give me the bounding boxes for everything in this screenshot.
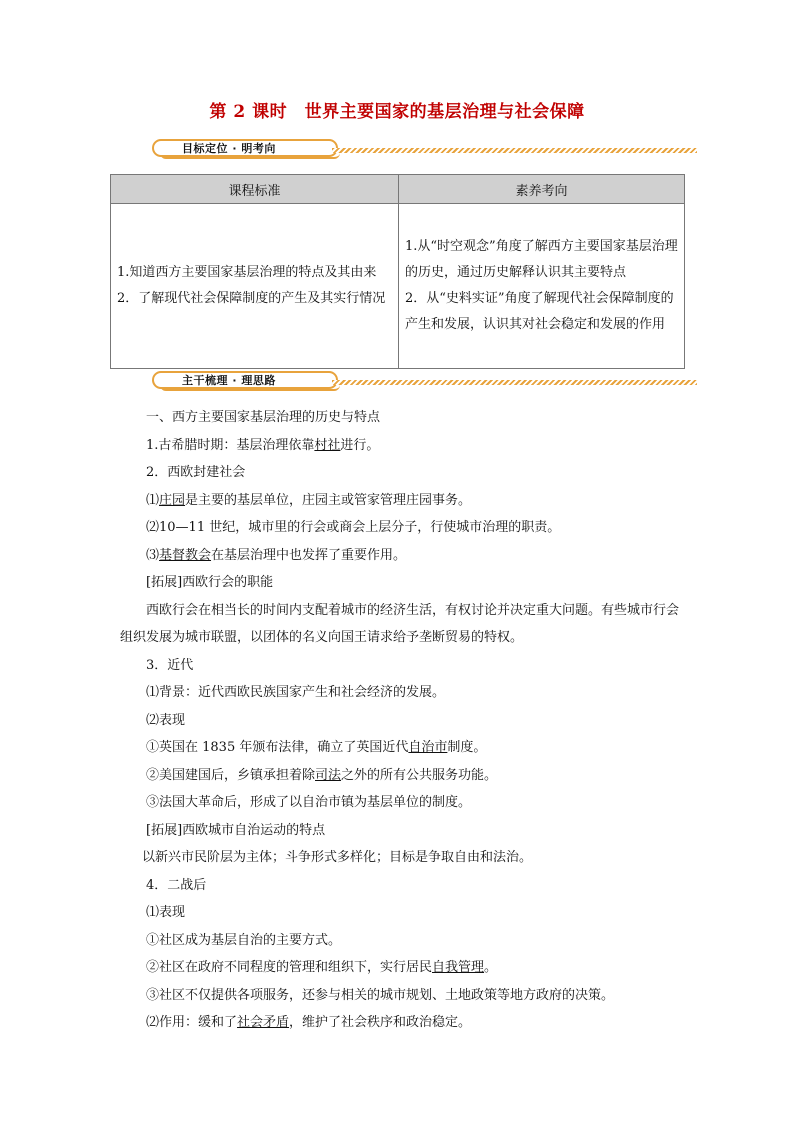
list-item: ②美国建国后，乡镇承担着除司法之外的所有公共服务功能。: [146, 767, 498, 783]
outline-content: [120, 404, 686, 1037]
list-item: ⑵10—11 世纪，城市里的行会或商会上层分子，行使城市治理的职责。: [146, 520, 561, 535]
list-item: ②社区在政府不同程度的管理和组织下，实行居民自我管理。: [146, 960, 498, 975]
page-title: 第 2 课时 世界主要国家的基层治理与社会保障: [209, 102, 585, 122]
list-item: ⑴表现: [146, 905, 186, 920]
table-cell-literacy: 1.从“时空观念”角度了解西方主要国家基层治理的历史，通过历史解释认识其主要特点 2．从“史料实证”角度了解现代社会保障制度的产生和发展，认识其对社会稳定和发展的作用: [399, 204, 685, 369]
list-item: 3．近代: [146, 657, 194, 673]
list-item: ③社区不仅提供各项服务，还参与相关的城市规划、土地政策等地方政府的决策。: [146, 987, 615, 1003]
list-item: ⑵作用：缓和了社会矛盾，维护了社会秩序和政治稳定。: [146, 1015, 472, 1030]
list-item: ⑶基督教会在基层治理中也发挥了重要作用。: [146, 547, 407, 563]
list-item: 4．二战后: [146, 877, 207, 893]
standards-table: [110, 174, 685, 369]
heading: 一、西方主要国家基层治理的历史与特点: [146, 410, 381, 425]
section-banner-goals: [152, 139, 697, 161]
banner-label: 目标定位 · 明考向: [182, 142, 276, 155]
list-item: 1.古希腊时期：基层治理依靠村社进行。: [146, 437, 380, 453]
list-item: ①英国在 1835 年颁布法律，确立了英国近代自治市制度。: [146, 740, 487, 755]
list-item: ⑵表现: [146, 712, 186, 728]
list-item: ⑴庄园是主要的基层单位，庄园主或管家管理庄园事务。: [146, 492, 472, 508]
table-header: 素养考向: [399, 175, 685, 204]
list-item: ③法国大革命后，形成了以自治市镇为基层单位的制度。: [146, 795, 472, 810]
list-item: 2．西欧封建社会: [146, 465, 246, 480]
section-banner-outline: [152, 371, 697, 393]
table-header: 课程标准: [111, 175, 399, 204]
banner-stripe: [332, 380, 697, 385]
list-item: ①社区成为基层自治的主要方式。: [146, 932, 342, 948]
table-cell-standards: 1.知道西方主要国家基层治理的特点及其由来 2．了解现代社会保障制度的产生及其实行情况: [111, 204, 399, 369]
paragraph: 西欧行会在相当长的时间内支配着城市的经济生活，有权讨论并决定重大问题。有些城市行会组织发展为城市联盟，以团体的名义向国王请求给予垄断贸易的特权。: [120, 602, 680, 645]
list-item: ⑴背景：近代西欧民族国家产生和社会经济的发展。: [146, 685, 446, 700]
extension-heading: [拓展]西欧城市自治运动的特点: [146, 822, 326, 838]
banner-label: 主干梳理 · 理思路: [182, 374, 276, 387]
paragraph: 以新兴市民阶层为主体；斗争形式多样化；目标是争取自由和法治。: [142, 850, 533, 865]
banner-stripe: [332, 148, 697, 153]
extension-heading: [拓展]西欧行会的职能: [146, 575, 274, 590]
